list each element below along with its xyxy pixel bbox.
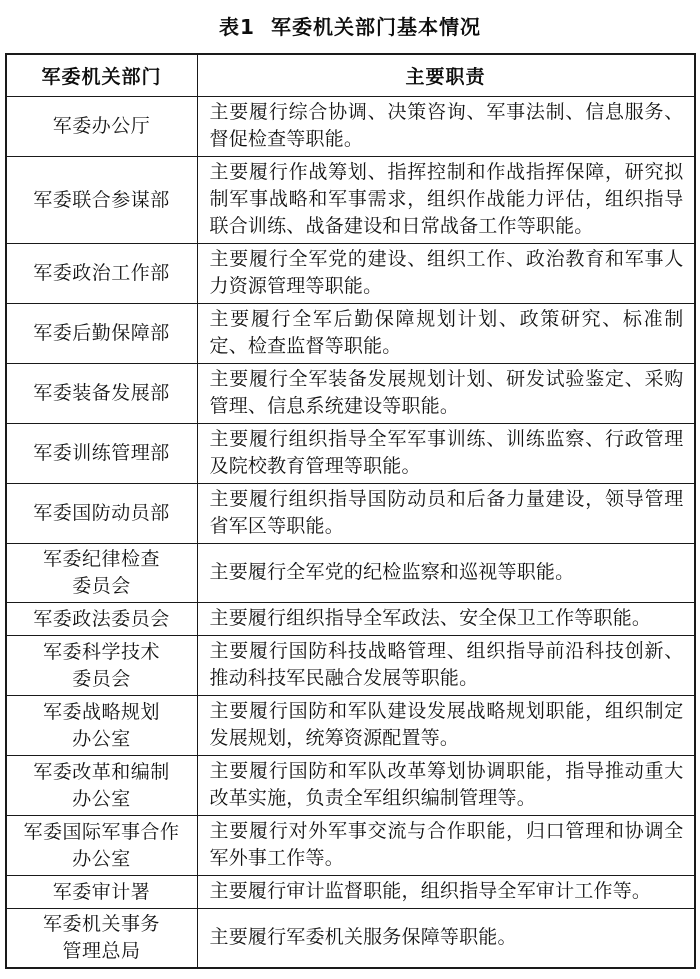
table-row bbox=[6, 484, 695, 544]
table-caption bbox=[0, 13, 700, 41]
department-name-cell: 军委纪律检查 委员会 bbox=[6, 544, 198, 603]
table-caption-title: 军委机关部门基本情况 bbox=[270, 15, 481, 39]
department-name-cell: 军委审计署 bbox=[6, 876, 198, 909]
duties-cell: 主要履行作战筹划、指挥控制和作战指挥保障，研究拟制军事战略和军事需求，组织作战能力评估，组织指导联合训练、战备建设和日常战备工作等职能。 bbox=[197, 157, 695, 244]
table-row bbox=[6, 636, 695, 696]
duties-cell: 主要履行国防科技战略管理、组织指导前沿科技创新、推动科技军民融合发展等职能。 bbox=[197, 636, 695, 696]
department-name-cell: 军委改革和编制 办公室 bbox=[6, 756, 198, 816]
table-row bbox=[6, 304, 695, 364]
table-row bbox=[6, 603, 695, 636]
department-name-cell: 军委训练管理部 bbox=[6, 424, 198, 484]
table-body bbox=[6, 97, 695, 969]
table-row bbox=[6, 816, 695, 876]
department-name-cell: 军委后勤保障部 bbox=[6, 304, 198, 364]
duties-cell: 主要履行全军党的纪检监察和巡视等职能。 bbox=[197, 544, 695, 603]
table-row bbox=[6, 876, 695, 909]
cmc-departments-table bbox=[5, 53, 696, 969]
table-row bbox=[6, 544, 695, 603]
table-row bbox=[6, 97, 695, 157]
duties-cell: 主要履行审计监督职能，组织指导全军审计工作等。 bbox=[197, 876, 695, 909]
department-name-cell: 军委国防动员部 bbox=[6, 484, 198, 544]
department-name-cell: 军委战略规划 办公室 bbox=[6, 696, 198, 756]
department-name-cell: 军委机关事务 管理总局 bbox=[6, 909, 198, 969]
duties-cell: 主要履行对外军事交流与合作职能，归口管理和协调全军外事工作等。 bbox=[197, 816, 695, 876]
department-name-cell: 军委国际军事合作 办公室 bbox=[6, 816, 198, 876]
department-name-cell: 军委政治工作部 bbox=[6, 244, 198, 304]
table-row bbox=[6, 909, 695, 969]
duties-cell: 主要履行综合协调、决策咨询、军事法制、信息服务、督促检查等职能。 bbox=[197, 97, 695, 157]
duties-cell: 主要履行国防和军队改革筹划协调职能，指导推动重大改革实施，负责全军组织编制管理等。 bbox=[197, 756, 695, 816]
duties-cell: 主要履行全军装备发展规划计划、研发试验鉴定、采购管理、信息系统建设等职能。 bbox=[197, 364, 695, 424]
duties-cell: 主要履行组织指导全军政法、安全保卫工作等职能。 bbox=[197, 603, 695, 636]
table-caption-number: 表1 bbox=[219, 15, 255, 39]
department-name-cell: 军委联合参谋部 bbox=[6, 157, 198, 244]
duties-cell: 主要履行组织指导国防动员和后备力量建设，领导管理省军区等职能。 bbox=[197, 484, 695, 544]
department-name-cell: 军委政法委员会 bbox=[6, 603, 198, 636]
table-row bbox=[6, 696, 695, 756]
duties-cell: 主要履行国防和军队建设发展战略规划职能，组织制定发展规划，统筹资源配置等。 bbox=[197, 696, 695, 756]
header-cell-department: 军委机关部门 bbox=[6, 54, 198, 97]
table-row bbox=[6, 244, 695, 304]
duties-cell: 主要履行组织指导全军军事训练、训练监察、行政管理及院校教育管理等职能。 bbox=[197, 424, 695, 484]
duties-cell: 主要履行全军后勤保障规划计划、政策研究、标准制定、检查监督等职能。 bbox=[197, 304, 695, 364]
table-row bbox=[6, 424, 695, 484]
department-name-cell: 军委办公厅 bbox=[6, 97, 198, 157]
department-name-cell: 军委科学技术 委员会 bbox=[6, 636, 198, 696]
table-row bbox=[6, 364, 695, 424]
table-row bbox=[6, 157, 695, 244]
header-row bbox=[6, 54, 695, 97]
duties-cell: 主要履行军委机关服务保障等职能。 bbox=[197, 909, 695, 969]
table-row bbox=[6, 756, 695, 816]
header-cell-duties: 主要职责 bbox=[197, 54, 695, 97]
department-name-cell: 军委装备发展部 bbox=[6, 364, 198, 424]
duties-cell: 主要履行全军党的建设、组织工作、政治教育和军事人力资源管理等职能。 bbox=[197, 244, 695, 304]
